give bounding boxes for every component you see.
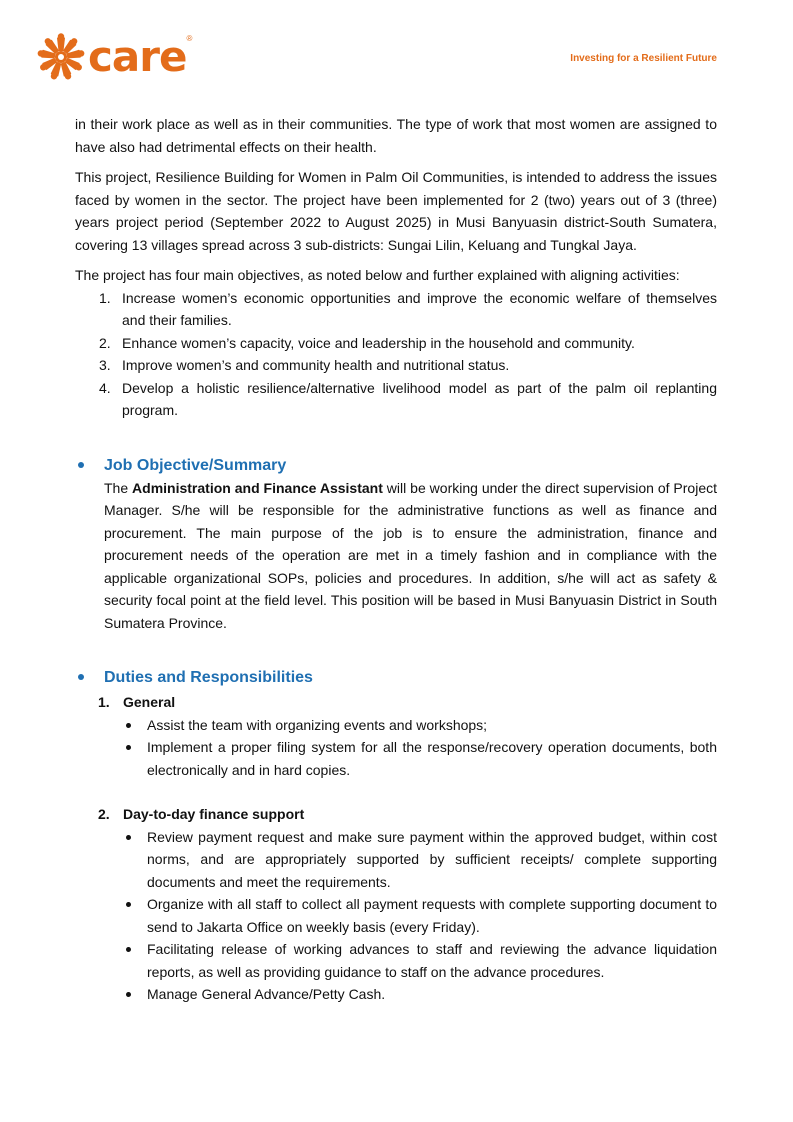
intro-paragraph-3: The project has four main objectives, as noted below and further explained with aligning activities:	[75, 267, 680, 283]
objective-text: Enhance women’s capacity, voice and leadership in the household and community.	[122, 334, 635, 351]
bullet-icon	[126, 947, 131, 952]
section-heading	[75, 455, 717, 477]
bullet-icon	[126, 745, 131, 750]
duty-list	[75, 714, 717, 782]
section-heading	[75, 667, 717, 689]
care-logo	[36, 32, 192, 82]
duty-group-title	[75, 691, 717, 714]
duties-section	[75, 667, 717, 1006]
duty-text: Implement a proper filing system for all the response/recovery operation documents, both electronically and in hard copies.	[147, 739, 717, 778]
duty-group-finance	[75, 803, 717, 1006]
duty-group-number: 2.	[98, 806, 110, 822]
duty-text: Assist the team with organizing events and workshops;	[147, 716, 488, 733]
care-hands-emblem-icon	[36, 32, 86, 82]
duty-item	[75, 983, 717, 1006]
objective-number: 2.	[99, 334, 111, 351]
duty-item	[75, 736, 717, 781]
header-tagline: Investing for a Resilient Future	[570, 53, 717, 64]
objective-number: 3.	[99, 357, 111, 373]
duty-item	[75, 893, 717, 938]
bullet-icon	[78, 462, 84, 468]
duty-text: Review payment request and make sure payment within the approved budget, within cost norms, and are appropriately supported by sufficient receipts/ complete supporting documents and meet the requirements.	[147, 828, 717, 890]
objective-text: Improve women’s and community health and nutritional status.	[122, 357, 510, 373]
objective-item	[75, 377, 717, 422]
duty-text: Organize with all staff to collect all payment requests with complete supporting document to send to Jakarta Office on weekly basis (every Friday).	[147, 896, 717, 935]
duty-group-title	[75, 803, 717, 826]
bullet-icon	[126, 723, 131, 728]
objective-item	[75, 332, 717, 355]
summary-text: will be working under the direct supervision of Project Manager. S/he will be responsible for the administrative functions as well as finance and procurement. The main purpose of the job is to ensure the administration, finance and procurement needs of the operation are met in a timely fashion and in compliance with the applicable organizational SOPs, policies and procedures. In addition, s/he will act as safety & security focal point at the field level. This position will be based in Musi Banyuasin District in South Sumatera Province.	[104, 479, 717, 631]
duty-group-number: 1.	[98, 694, 110, 710]
bullet-icon	[78, 674, 84, 680]
duty-list	[75, 826, 717, 1006]
duty-group-general	[75, 691, 717, 781]
logo-wordmark: care	[88, 32, 187, 81]
page-header	[0, 0, 793, 100]
intro-paragraph-1: in their work place as well as in their communities. The type of work that most women are assigned to have also had detrimental effects on their health.	[75, 116, 717, 155]
lead-text: The	[104, 479, 133, 496]
duty-group-title-text: Day-to-day finance support	[123, 806, 305, 822]
objective-item	[75, 287, 717, 332]
job-objective-text	[75, 477, 717, 635]
bullet-icon	[126, 835, 131, 840]
objectives-list	[75, 287, 717, 422]
duty-group-title-text: General	[123, 694, 176, 710]
duty-text: Manage General Advance/Petty Cash.	[147, 986, 386, 1002]
section-heading-text: Job Objective/Summary	[104, 456, 287, 474]
objective-number: 1.	[99, 289, 111, 306]
duty-text: Facilitating release of working advances to staff and reviewing the advance liquidation reports, as well as providing guidance to staff on the advance procedures.	[147, 941, 717, 980]
role-title: Administration and Finance Assistant	[132, 479, 383, 496]
section-heading-text: Duties and Responsibilities	[104, 669, 313, 686]
duty-item	[75, 826, 717, 894]
bullet-icon	[126, 992, 131, 997]
intro-paragraph-2: This project, Resilience Building for Women in Palm Oil Communities, is intended to address the issues faced by women in the sector. The project have been implemented for 2 (two) years out of 3 (three) years project period (September 2022 to August 2025) in Musi Banyuasin district-South Sumatera, covering 13 villages spread across 3 sub-districts: Sungai Lilin, Keluang and Tungkal Jaya.	[75, 169, 717, 253]
document-body	[75, 113, 717, 1006]
objective-text: Develop a holistic resilience/alternative livelihood model as part of the palm oil replanting program.	[122, 379, 717, 418]
objective-number: 4.	[99, 379, 111, 396]
objective-item	[75, 354, 717, 377]
job-objective-section	[75, 455, 717, 635]
objective-text: Increase women’s economic opportunities and improve the economic welfare of themselves and their families.	[122, 289, 717, 328]
duty-item	[75, 714, 717, 737]
registered-mark: ®	[186, 34, 193, 43]
duty-item	[75, 938, 717, 983]
bullet-icon	[126, 902, 131, 907]
